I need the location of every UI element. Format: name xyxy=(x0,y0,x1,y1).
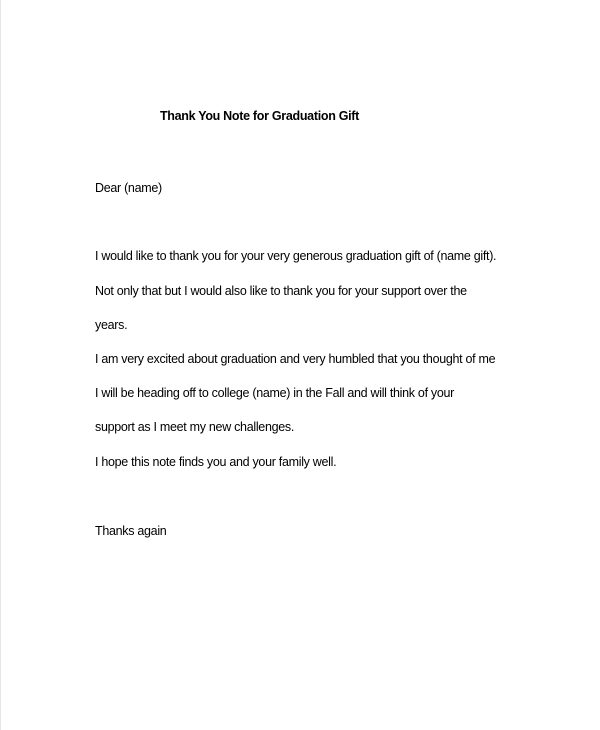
body-line: I will be heading off to college (name) in the Fall and will think of your xyxy=(95,386,455,400)
body-line: I would like to thank you for your very generous graduation gift of (name gift). xyxy=(95,249,497,263)
closing: Thanks again xyxy=(95,524,167,538)
body-line: Not only that but I would also like to thank you for your support over the xyxy=(95,284,467,298)
body-line: years. xyxy=(95,318,128,332)
body-line: I am very excited about graduation and very humbled that you thought of me xyxy=(95,352,496,366)
body-line: I hope this note finds you and your family well. xyxy=(95,455,337,469)
document-title: Thank You Note for Graduation Gift xyxy=(159,109,360,123)
salutation: Dear (name) xyxy=(95,181,162,195)
body-line: support as I meet my new challenges. xyxy=(95,420,295,434)
